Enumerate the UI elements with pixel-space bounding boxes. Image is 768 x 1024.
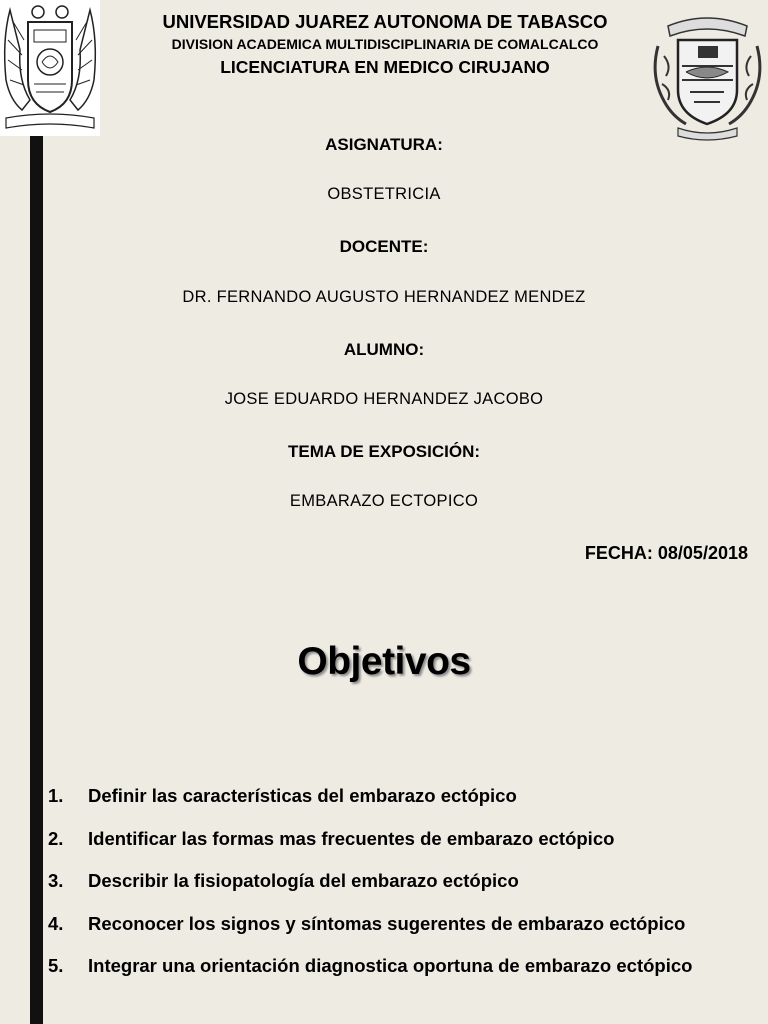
list-item-number: 1. [48, 785, 64, 806]
list-item-text: Integrar una orientación diagnostica oportuna de embarazo ectópico [88, 955, 693, 976]
presentation-date: FECHA: 08/05/2018 [584, 543, 748, 563]
ujat-campus-seal-logo [650, 6, 765, 144]
objectives-title: Objetivos [297, 640, 471, 683]
list-item-text: Definir las características del embarazo ectópico [88, 785, 517, 806]
list-item [48, 818, 756, 861]
list-item-number: 2. [48, 827, 64, 849]
list-item-text: Identificar las formas mas frecuentes de embarazo ectópico [88, 827, 615, 849]
division-name: DIVISION ACADEMICA MULTIDISCIPLINARIA DE COMALCALCO [171, 36, 599, 52]
teacher-value: DR. FERNANDO AUGUSTO HERNANDEZ MENDEZ [182, 288, 586, 306]
university-name: UNIVERSIDAD JUAREZ AUTONOMA DE TABASCO [162, 11, 608, 32]
objectives-list [48, 775, 756, 988]
topic-label: TEMA DE EXPOSICIÓN: [287, 442, 481, 461]
list-item-text: Reconocer los signos y síntomas sugerentes de embarazo ectópico [88, 912, 686, 934]
subject-value: OBSTETRICIA [327, 185, 441, 203]
subject-label: ASIGNATURA: [325, 135, 443, 154]
list-item [48, 775, 756, 818]
program-name: LICENCIATURA EN MEDICO CIRUJANO [220, 57, 550, 77]
student-label: ALUMNO: [343, 340, 425, 359]
university-crest-logo [0, 0, 100, 136]
topic-value: EMBARAZO ECTOPICO [289, 492, 479, 510]
student-value: JOSE EDUARDO HERNANDEZ JACOBO [224, 390, 544, 408]
list-item [48, 860, 756, 903]
list-item-number: 5. [48, 955, 64, 976]
objectives-slide [0, 600, 768, 1024]
list-item [48, 903, 756, 946]
list-item-number: 4. [48, 912, 64, 934]
list-item-number: 3. [48, 870, 64, 891]
list-item-text: Describir la fisiopatología del embarazo ectópico [88, 870, 519, 891]
teacher-label: DOCENTE: [339, 237, 429, 256]
list-item [48, 945, 756, 988]
